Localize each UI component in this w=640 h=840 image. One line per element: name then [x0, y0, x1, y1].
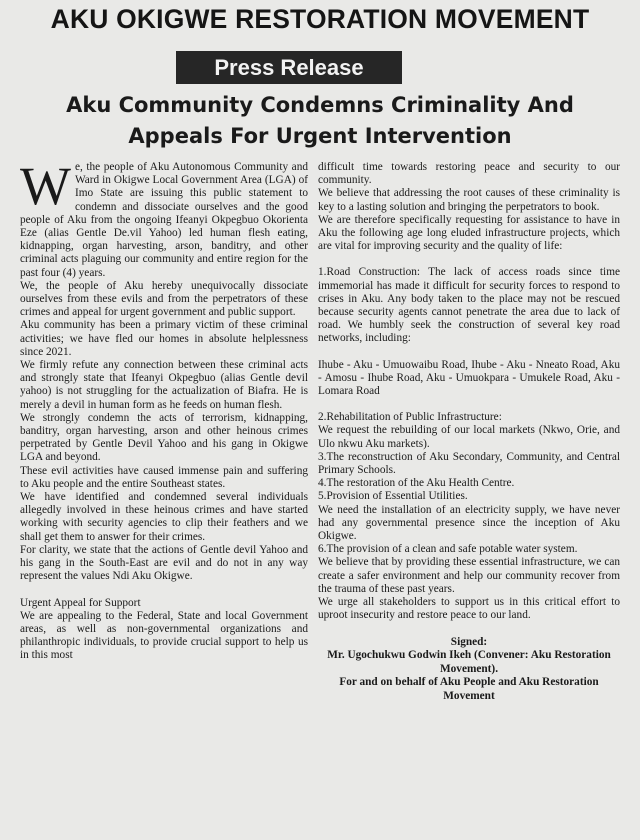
list-item: 3.The reconstruction of Aku Secondary, Community, and Central Primary Schools. [318, 450, 620, 477]
list-item: 2.Rehabilitation of Public Infrastructure: [318, 411, 502, 424]
org-title: AKU OKIGWE RESTORATION MOVEMENT [50, 4, 590, 34]
paragraph: We believe that addressing the root causes of these criminality is key to a lasting solution and bringing the perpetrators to book. [318, 187, 620, 213]
signed-label: Signed: [450, 635, 488, 648]
paragraph: We request the rebuilding of our local markets (Nkwo, Orie, and Ulo nkwu Aku markets). [318, 424, 620, 450]
paragraph: Aku community has been a primary victim of these criminal activities; we have fled our homes in absolute helplessness since 2021. [20, 319, 308, 358]
appeal-heading: Urgent Appeal for Support [20, 596, 141, 609]
paragraph: difficult time towards restoring peace and security to our community. [318, 161, 620, 187]
paragraph: We need the installation of an electricity supply, we have never had any governmental presence since the inception of Aku Okigwe. [318, 503, 620, 543]
drop-cap: W [20, 156, 71, 216]
closing-paragraph: We urge all stakeholders to support us in this critical effort to uproot insecurity and restore peace to our land. [318, 596, 620, 622]
right-column [318, 161, 620, 703]
left-column [20, 156, 308, 663]
list-item: 1.Road Construction: The lack of access roads since time immemorial has made it difficult for security forces to respond to crises in Aku. Any body taken to the place may not be rescued because security agents cannot penetrate the area due to lack of road. We humbly seek the construction of several key road networks, including: [318, 266, 620, 345]
on-behalf-line: For and on behalf of Aku People and Aku Restoration Movement [339, 676, 599, 702]
signatory-name: Mr. Ugochukwu Godwin Ikeh (Convener: Aku Restoration Movement). [327, 649, 611, 675]
paragraph: These evil activities have caused immense pain and suffering to Aku people and the entire Southeast states. [20, 464, 308, 490]
paragraph: We are appealing to the Federal, State and local Government areas, as well as non-governmental organizations and philanthropic individuals, to provide crucial support to help us in this most [20, 609, 308, 662]
headline [20, 90, 620, 152]
paragraph: We strongly condemn the acts of terrorism, kidnapping, banditry, organ harvesting, arson and other heinous crimes perpetrated by Gentle Devil Yahoo and his gang in Okigwe LGA and beyond. [20, 411, 308, 464]
paragraph: We believe that by providing these essential infrastructure, we can create a safer environment and help our community recover from the trauma of these past years. [318, 556, 620, 595]
paragraph: We have identified and condemned several individuals allegedly involved in these heinous crimes and have started working with security agencies to clip their feathers and we shall get them to answer for their crimes. [20, 491, 308, 543]
list-item: 5.Provision of Essential Utilities. [318, 490, 468, 503]
road-list: Ihube - Aku - Umuowaibu Road, Ihube - Aku - Nneato Road, Aku - Amosu - Ihube Road, Aku - Umuokpara - Umukele Road, Aku - Lomara Road [318, 358, 620, 398]
list-item: 4.The restoration of the Aku Health Centre. [318, 477, 515, 490]
paragraph: We are therefore specifically requesting for assistance to have in Aku the following age long eluded infrastructure projects, which are vital for improving security and the quality of life: [318, 213, 620, 253]
intro-text: e, the people of Aku Autonomous Community and Ward in Okigwe Local Government Area (LGA) of Imo State are issuing this public statement to condemn and dissociate ourselves and the good people of Aku from the ongoing Ifeanyi Okpegbuo Okorienta Eze (alias Gentle De.vil Yahoo) led human flesh eating, kidnapping, organ harvesting, arson, banditry, and other criminal acts plaguing our community and entire region for the past four (4) years. [20, 161, 308, 279]
paragraph: We firmly refute any connection between these criminal acts and strongly state that Ifeanyi Okpegbuo (alias Gentle devil yahoo) is not struggling for the actualization of Biafra. He is merely a devil in human form as he feeds on human flesh. [20, 359, 308, 411]
paragraph: We, the people of Aku hereby unequivocally dissociate ourselves from these evils and from the perpetrators of these crimes and appeal for urgent government and public support. [20, 279, 308, 319]
headline-line-1: Aku Community Condemns Criminality And [66, 93, 574, 117]
headline-line-2: Appeals For Urgent Intervention [128, 124, 512, 148]
paragraph: For clarity, we state that the actions of Gentle devil Yahoo and his gang in the South-East are evil and do not in any way represent the values Ndi Aku Okigwe. [20, 543, 308, 583]
press-release-banner: Press Release [176, 51, 402, 84]
paragraph [20, 156, 308, 280]
signature-block [318, 636, 620, 704]
list-item: 6.The provision of a clean and safe potable water system. [318, 543, 578, 556]
